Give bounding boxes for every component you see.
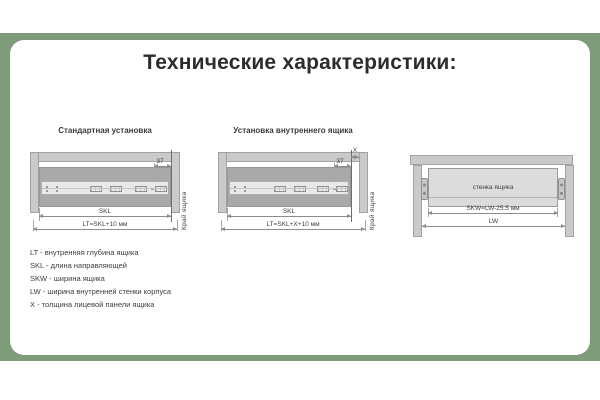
dim-extension [365, 220, 366, 231]
slide-cross-section-right [558, 178, 565, 200]
mounting-slots [317, 186, 329, 192]
cabinet-front-panel [359, 152, 368, 213]
slide-rail [229, 181, 349, 195]
drawer-edge-line [351, 150, 352, 222]
dim-37-label: 37 [336, 158, 344, 165]
legend-item-skl: SKL - длина направляющей [30, 260, 127, 270]
legend-item-x: X - толщина лицевой панели ящика [30, 299, 155, 309]
mounting-slots [336, 186, 348, 192]
mounting-hole [234, 186, 236, 188]
dim-extension [177, 220, 178, 231]
cabinet-front-panel [171, 152, 180, 213]
mounting-slots [90, 186, 102, 192]
mounting-hole [244, 186, 246, 188]
diagram-title: Установка внутреннего ящика [233, 126, 353, 135]
dim-skw-label: SKW=LW-25.5 мм [466, 205, 520, 212]
diagram-standard-installation [28, 126, 198, 244]
diagram-front-view [408, 150, 588, 244]
dim-lt-line [221, 229, 365, 230]
slide-rail [41, 181, 169, 195]
mounting-slots [135, 186, 147, 192]
cabinet-top-panel [410, 155, 573, 165]
mounting-slots [110, 186, 122, 192]
page-title: Технические характеристики: [143, 51, 457, 74]
diagram-internal-installation [218, 126, 393, 244]
mounting-slots [155, 186, 167, 192]
mounting-hole [46, 186, 48, 188]
cabinet-back-panel [218, 152, 227, 213]
legend-item-lw: LW - ширина внутренней стенки корпуса [30, 286, 172, 296]
legend [30, 247, 171, 312]
dim-lw-line [422, 226, 565, 227]
drawer-edge-caption: Край ящика [181, 191, 188, 230]
dim-skl-label: SKL [98, 208, 112, 215]
drawer-wall-label: стенка ящика [472, 184, 514, 191]
cabinet-back-panel [30, 152, 39, 213]
dim-lt-label: LT=SKL+10 мм [82, 221, 128, 228]
dim-skl-line [227, 216, 351, 217]
dim-x-label: X [352, 148, 357, 154]
dim-skw-line [428, 213, 558, 214]
content-card [10, 40, 590, 355]
diagram-title: Стандартная установка [58, 126, 152, 135]
cabinet-left-wall [413, 165, 422, 237]
mounting-slots [294, 186, 306, 192]
dim-lw-label: LW [488, 218, 499, 225]
dim-37-line [154, 166, 171, 167]
legend-item-lt: LT - внутренняя глубина ящика [30, 248, 139, 257]
drawer-wall-box [428, 168, 558, 207]
mounting-hole [151, 188, 154, 190]
drawer-edge-caption: Край ящика [369, 191, 376, 230]
cabinet-right-wall [565, 165, 574, 237]
dim-37-line [334, 166, 351, 167]
dim-skl-line [39, 216, 171, 217]
legend-item-skw: SKW - ширина ящика [30, 273, 105, 283]
mounting-slots [274, 186, 286, 192]
drawer-edge-line [171, 150, 172, 222]
mounting-hole [56, 186, 58, 188]
dim-37-label: 37 [156, 158, 164, 165]
slide-cross-section-left [421, 178, 428, 200]
dim-skl-label: SKL [282, 208, 296, 215]
dim-x-line [351, 157, 359, 158]
dim-lt-label: LT=SKL+X+10 мм [266, 221, 320, 228]
dim-lt-line [33, 229, 177, 230]
